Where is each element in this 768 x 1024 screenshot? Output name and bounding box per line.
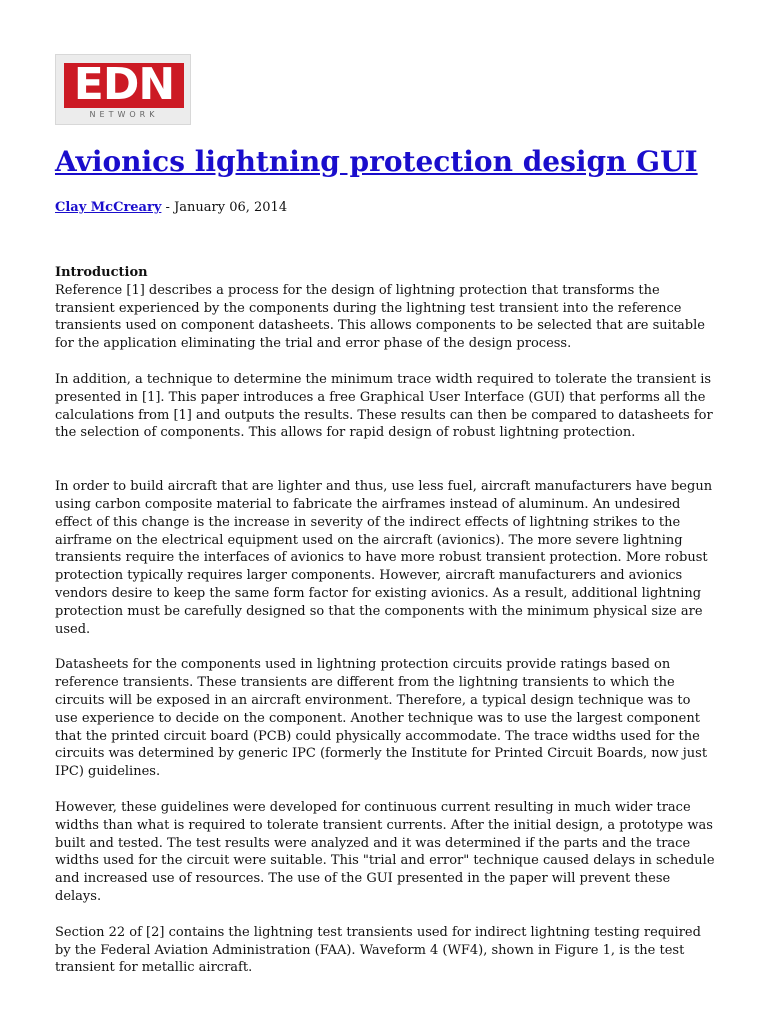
paragraph-6: Section 22 of [2] contains the lightning test transients used for indirect lightning testing required by the Federal Aviation Administration (FAA). Waveform 4 (WF4), shown in Figure 1, is the test transient for metallic aircraft. — [55, 924, 701, 976]
byline-separator: - — [161, 200, 175, 215]
publish-date: January 06, 2014 — [174, 200, 288, 215]
author-link[interactable]: Clay McCreary — [55, 200, 162, 215]
section-heading-introduction: Introduction — [55, 265, 148, 280]
paragraph-3: In order to build aircraft that are lighter and thus, use less fuel, aircraft manufacturers have begun using carbon composite material to fabricate the airframes instead of aluminum. An undesired effect of this change is the increase in severity of the indirect effects of lightning strikes to the airframe on the electrical equipment used on the aircraft (avionics). The more severe lightning transients require the interfaces of avionics to have more robust transient protection. More robust protection typically requires larger components. However, aircraft manufacturers and avionics vendors desire to keep the same form factor for existing avionics. As a result, additional lightning protection must be carefully designed so that the components with the minimum physical size are used. — [55, 479, 713, 637]
byline — [55, 199, 287, 217]
article-title — [55, 143, 698, 181]
edn-network-logo[interactable] — [55, 54, 191, 125]
article-body — [55, 264, 715, 977]
paragraph-2: In addition, a technique to determine the minimum trace width required to tolerate the transient is presented in [1]. This paper introduces a free Graphical User Interface (GUI) that performs all the calculations from [1] and outputs the results. These results can then be compared to datasheets for the selection of components. This allows for rapid design of robust lightning protection. — [55, 371, 713, 441]
paragraph-5: However, these guidelines were developed for continuous current resulting in much wider trace widths than what is required to tolerate transient currents. After the initial design, a prototype was built and tested. The test results were analyzed and it was determined if the parts and the trace widths used for the circuit were suitable. This "trial and error" technique caused delays in schedule and increased use of resources. The use of the GUI presented in the paper will prevent these delays. — [55, 799, 715, 904]
logo-letters: EDN — [73, 59, 175, 110]
paragraph-1: Reference [1] describes a process for the design of lightning protection that transforms the transient experienced by the components during the lightning test transient into the reference transients used on component datasheets. This allows components to be selected that are suitable for the application eliminating the trial and error phase of the design process. — [55, 282, 705, 352]
paragraph-4: Datasheets for the components used in lightning protection circuits provide ratings based on reference transients. These transients are different from the lightning transients to which the circuits will be exposed in an aircraft environment. Therefore, a typical design technique was to use experience to decide on the component. Another technique was to use the largest component that the printed circuit board (PCB) could physically accommodate. The trace widths used for the circuits was determined by generic IPC (formerly the Institute for Printed Circuit Boards, now just IPC) guidelines. — [55, 657, 708, 780]
logo-subtitle: NETWORK — [89, 110, 159, 119]
article-title-link[interactable]: Avionics lightning protection design GUI — [55, 145, 698, 178]
